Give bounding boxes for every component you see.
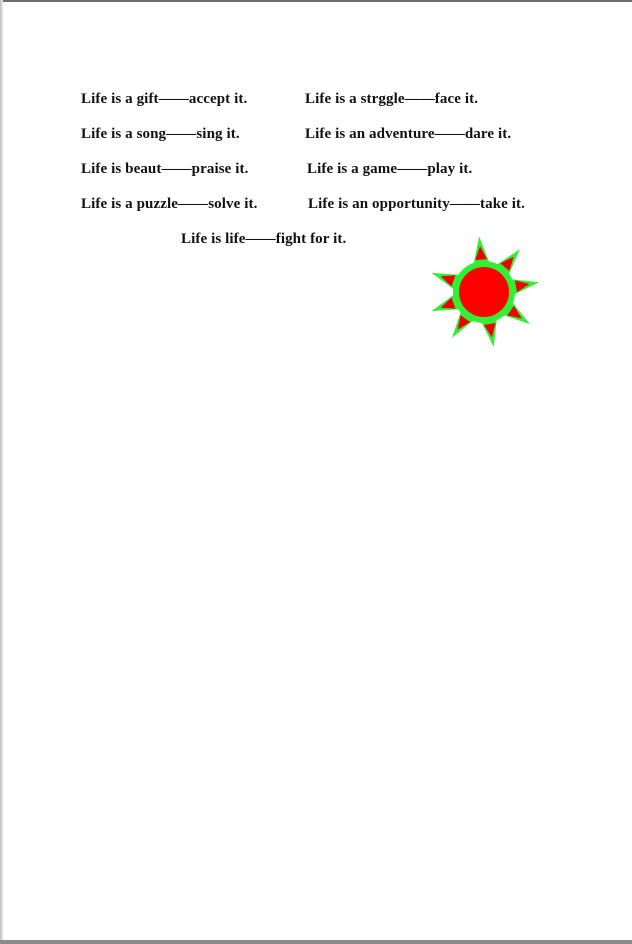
poem-line: Life is a game——play it. <box>307 161 473 177</box>
poem-line-final: Life is life——fight for it. <box>181 231 347 247</box>
sun-disc <box>459 267 509 317</box>
poem-line: Life is a strggle——face it. <box>305 91 479 107</box>
sun-icon <box>428 236 540 354</box>
document-page <box>3 2 632 940</box>
window-bottom-border <box>0 940 632 944</box>
poem-line: Life is a gift——accept it. <box>81 91 248 107</box>
poem-line: Life is a puzzle——solve it. <box>81 196 258 212</box>
poem-line: Life is a song——sing it. <box>81 126 240 142</box>
poem-line: Life is beaut——praise it. <box>81 161 249 177</box>
poem-line: Life is an adventure——dare it. <box>305 126 512 142</box>
poem-line: Life is an opportunity——take it. <box>308 196 525 212</box>
